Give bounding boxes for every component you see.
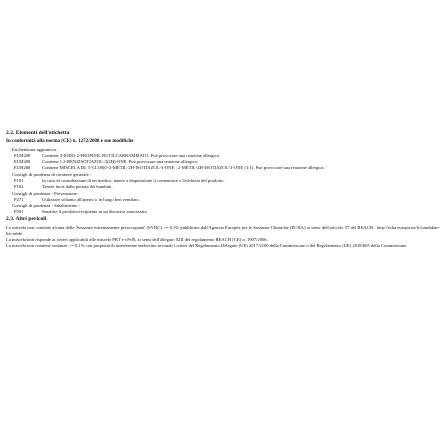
euh-row — [14, 165, 440, 171]
prudence-code: P271 — [14, 196, 24, 202]
prudence-disposal-label: Consigli di prudenza - Smaltimento : — [12, 203, 81, 209]
document-content — [6, 130, 440, 249]
euh-list — [6, 153, 440, 171]
prudence-row — [14, 184, 440, 190]
supplementary-label: Etichettatura aggiuntiva : — [12, 146, 59, 152]
prudence-code: P102 — [14, 183, 24, 189]
prudence-code: P501 — [14, 209, 24, 215]
prudence-code: P101 — [14, 177, 24, 183]
other-hazards-paragraph: La miscela non contiene sostanze >= 0,1% con proprietà di interferente endocrino secondo i criteri del Regolamento Delegato (UE) 2017/2100 della Commissione o del Regolamento (UE) 2018/605 della Commissione. — [6, 242, 408, 248]
euh-text: Contiene 3-IODO-2-PROPINIL BUTILCARBAMMATO. Può provocare una reazione allergica. — [42, 152, 220, 158]
prudence-text: In caso di consultazione di un medico, tenere a disposizione il contenitore o l'etichetta del prodotto. — [42, 177, 225, 183]
other-hazards-paragraph: La miscela non contiene alcuna delle 'Sostanze estremamente preoccupanti' (SVHC) >= 0,1% pubblicate dall'Agenzia Europea per le Sostanze Chimiche (ECHA) ai sensi dell'articolo 57 del REACH : http://echa.europa.eu/fr/candidate-list-table — [6, 224, 440, 236]
prudence-general-label: Consigli di prudenza di carattere generale : — [12, 171, 92, 177]
prudence-row — [14, 209, 440, 215]
euh-text: Contiene MISCELA DI: 5-CLORO-2-METIL-2H-ISOTIAZOL-3-ONE ; 2-METIL-2H-ISOTIAZOL-3-ONE (3:1). Può provocare una reazione allergica. — [42, 164, 325, 170]
prudence-row — [14, 197, 440, 203]
regulation-subheading: In conformità alla norma (CE) n. 1272/2008 e sue modifiche — [6, 139, 134, 145]
euh-text: Contiene 1,2-BENZISOTIAZOL-3(2H)-ONE. Può provocare una reazione allergica. — [42, 158, 198, 164]
section-title-2-3: 2.3. Altri pericoli — [6, 216, 47, 223]
prudence-text: Smaltire il prodotto/recipiente in un discarica autorizzata. — [42, 209, 148, 215]
other-hazards-paragraph: La miscela non risponde ai criteri applicabili alle miscele PBT e vPvB, ai sensi dell'allegato XIII del regolamento REACH (CE) n. 1907/2006. — [6, 236, 268, 242]
prudence-text: Tenere fuori dalla portata dei bambini. — [42, 183, 113, 189]
section-title-2-2: 2.2. Elementi dell'etichetta — [6, 130, 70, 136]
euh-code: EUH208 — [14, 158, 31, 164]
prudence-prevention-list — [6, 197, 440, 203]
prudence-disposal-list — [6, 209, 440, 215]
prudence-prevention-label: Consigli di prudenza - Prevenzione : — [12, 190, 80, 196]
euh-code: EUH208 — [14, 152, 31, 158]
prudence-text: Utilizzare soltanto all'aperto o in luogo ben ventilato. — [42, 196, 140, 202]
prudence-general-list — [6, 178, 440, 190]
euh-code: EUH208 — [14, 164, 31, 170]
